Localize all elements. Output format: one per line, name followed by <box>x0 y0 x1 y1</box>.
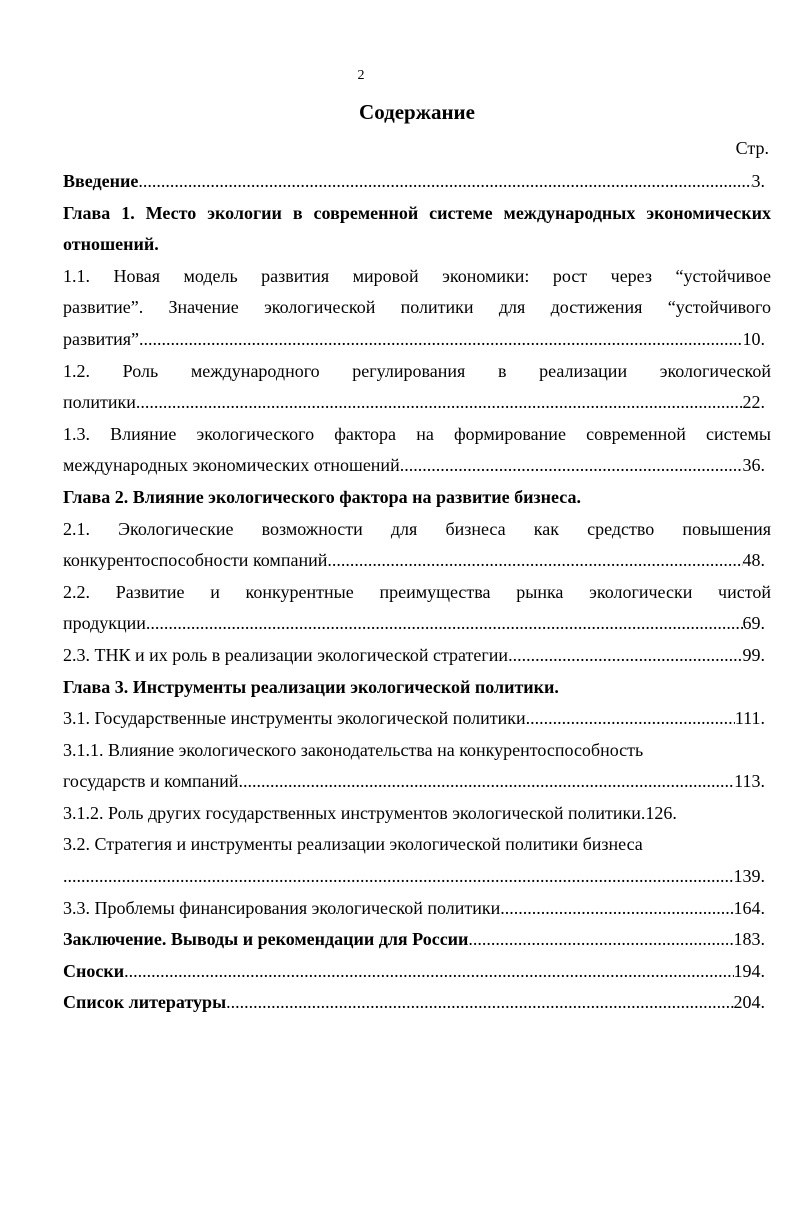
toc-entry-line: 1.2. Роль международного регулирования в реализации экологической <box>63 360 771 381</box>
toc-chapter-3[interactable] <box>63 672 771 704</box>
toc-entry-line: развития” <box>63 328 139 349</box>
toc-entry-references[interactable] <box>63 987 771 1019</box>
toc-entry-line: политики <box>63 392 136 413</box>
toc-entry-3-3[interactable] <box>63 893 771 925</box>
toc-entry-line: конкурентоспособности компаний <box>63 550 328 571</box>
toc-entry-label: 2.3. ТНК и их роль в реализации экологической стратегии <box>63 644 509 665</box>
toc-entry-label: Заключение. Выводы и рекомендации для России <box>63 929 469 950</box>
toc-page-number: 113. <box>734 771 765 792</box>
leader-dots <box>327 545 742 577</box>
toc-entry-3-2[interactable] <box>63 829 771 892</box>
toc-entry-line: международных экономических отношений <box>63 455 400 476</box>
leader-dots <box>500 893 733 925</box>
leader-dots <box>508 640 742 672</box>
toc-entry-label: Сноски <box>63 960 125 981</box>
toc-chapter-line: отношений. <box>63 234 159 255</box>
toc-entry-2-1[interactable] <box>63 514 771 577</box>
toc-entry-label: 3.3. Проблемы финансирования экологической политики <box>63 897 501 918</box>
toc-page-number: 164. <box>733 897 765 918</box>
toc-entry-label: Введение <box>63 171 139 191</box>
toc-page-number: 36. <box>742 455 765 476</box>
toc-page-number: 194. <box>733 960 765 981</box>
toc-entry-1-3[interactable] <box>63 419 771 482</box>
toc-entry-line: 2.1. Экологические возможности для бизнеса как средство повышения <box>63 518 771 539</box>
toc-entry-3-1-1[interactable] <box>63 735 771 798</box>
toc-page-number: 183. <box>733 929 765 950</box>
leader-dots <box>468 924 733 956</box>
leader-dots <box>526 703 735 735</box>
toc-page-number: 111. <box>734 708 765 729</box>
toc-entry-line: 1.3. Влияние экологического фактора на формирование современной системы <box>63 423 771 444</box>
toc-page-number: 69. <box>742 613 765 634</box>
toc-entry-line: развитие”. Значение экологической политики для достижения “устойчивого <box>63 297 771 318</box>
leader-dots <box>136 387 743 419</box>
leader-dots <box>400 450 743 482</box>
toc-entry-footnotes[interactable] <box>63 956 771 988</box>
table-of-contents <box>63 166 771 1019</box>
toc-entry-3-1[interactable] <box>63 703 771 735</box>
toc-entry-1-1[interactable] <box>63 261 771 356</box>
leader-dots <box>146 608 743 640</box>
toc-entry-intro[interactable] <box>63 166 771 198</box>
toc-entry-3-1-2[interactable] <box>63 798 771 830</box>
toc-page-number: 204. <box>733 992 765 1013</box>
toc-entry-line: государств и компаний <box>63 771 239 792</box>
page-title: Содержание <box>359 100 475 124</box>
toc-chapter-1[interactable] <box>63 198 771 261</box>
leader-dots <box>63 861 734 893</box>
toc-chapter-line: Глава 3. Инструменты реализации экологической политики. <box>63 676 559 697</box>
leader-dots <box>124 956 733 988</box>
page-number: 2 <box>357 68 365 83</box>
toc-page-number: 48. <box>742 550 765 571</box>
toc-entry-label: Список литературы <box>63 992 227 1013</box>
leader-dots <box>138 166 751 198</box>
toc-entry-line: 3.1.1. Влияние экологического законодательства на конкурентоспособность <box>63 739 644 760</box>
leader-dots <box>226 987 733 1019</box>
toc-page-number: 10. <box>742 328 765 349</box>
toc-chapter-2[interactable] <box>63 482 771 514</box>
toc-entry-1-2[interactable] <box>63 356 771 419</box>
toc-entry-conclusion[interactable] <box>63 924 771 956</box>
page-column-header: Стр. <box>735 138 769 158</box>
toc-entry-2-2[interactable] <box>63 577 771 640</box>
toc-entry-line: 3.2. Стратегия и инструменты реализации экологической политики бизнеса <box>63 834 643 855</box>
toc-entry-line: 2.2. Развитие и конкурентные преимущества рынка экологически чистой <box>63 581 771 602</box>
leader-dots <box>139 324 743 356</box>
toc-entry-label: 3.1. Государственные инструменты экологической политики <box>63 708 526 729</box>
toc-entry-line: 1.1. Новая модель развития мировой экономики: рост через “устойчивое <box>63 265 771 286</box>
toc-entry-line: продукции <box>63 613 146 634</box>
toc-page-number: 3. <box>751 171 765 191</box>
toc-entry-label: 3.1.2. Роль других государственных инструментов экологической политики. <box>63 802 646 823</box>
leader-dots <box>239 766 735 798</box>
toc-page-number: 139. <box>733 866 765 887</box>
toc-page-number: 126. <box>645 802 677 823</box>
toc-chapter-line: Глава 1. Место экологии в современной системе международных экономических <box>63 202 771 223</box>
toc-page-number: 22. <box>742 392 765 413</box>
toc-page-number: 99. <box>742 644 765 665</box>
toc-entry-2-3[interactable] <box>63 640 771 672</box>
toc-chapter-line: Глава 2. Влияние экологического фактора на развитие бизнеса. <box>63 486 581 507</box>
